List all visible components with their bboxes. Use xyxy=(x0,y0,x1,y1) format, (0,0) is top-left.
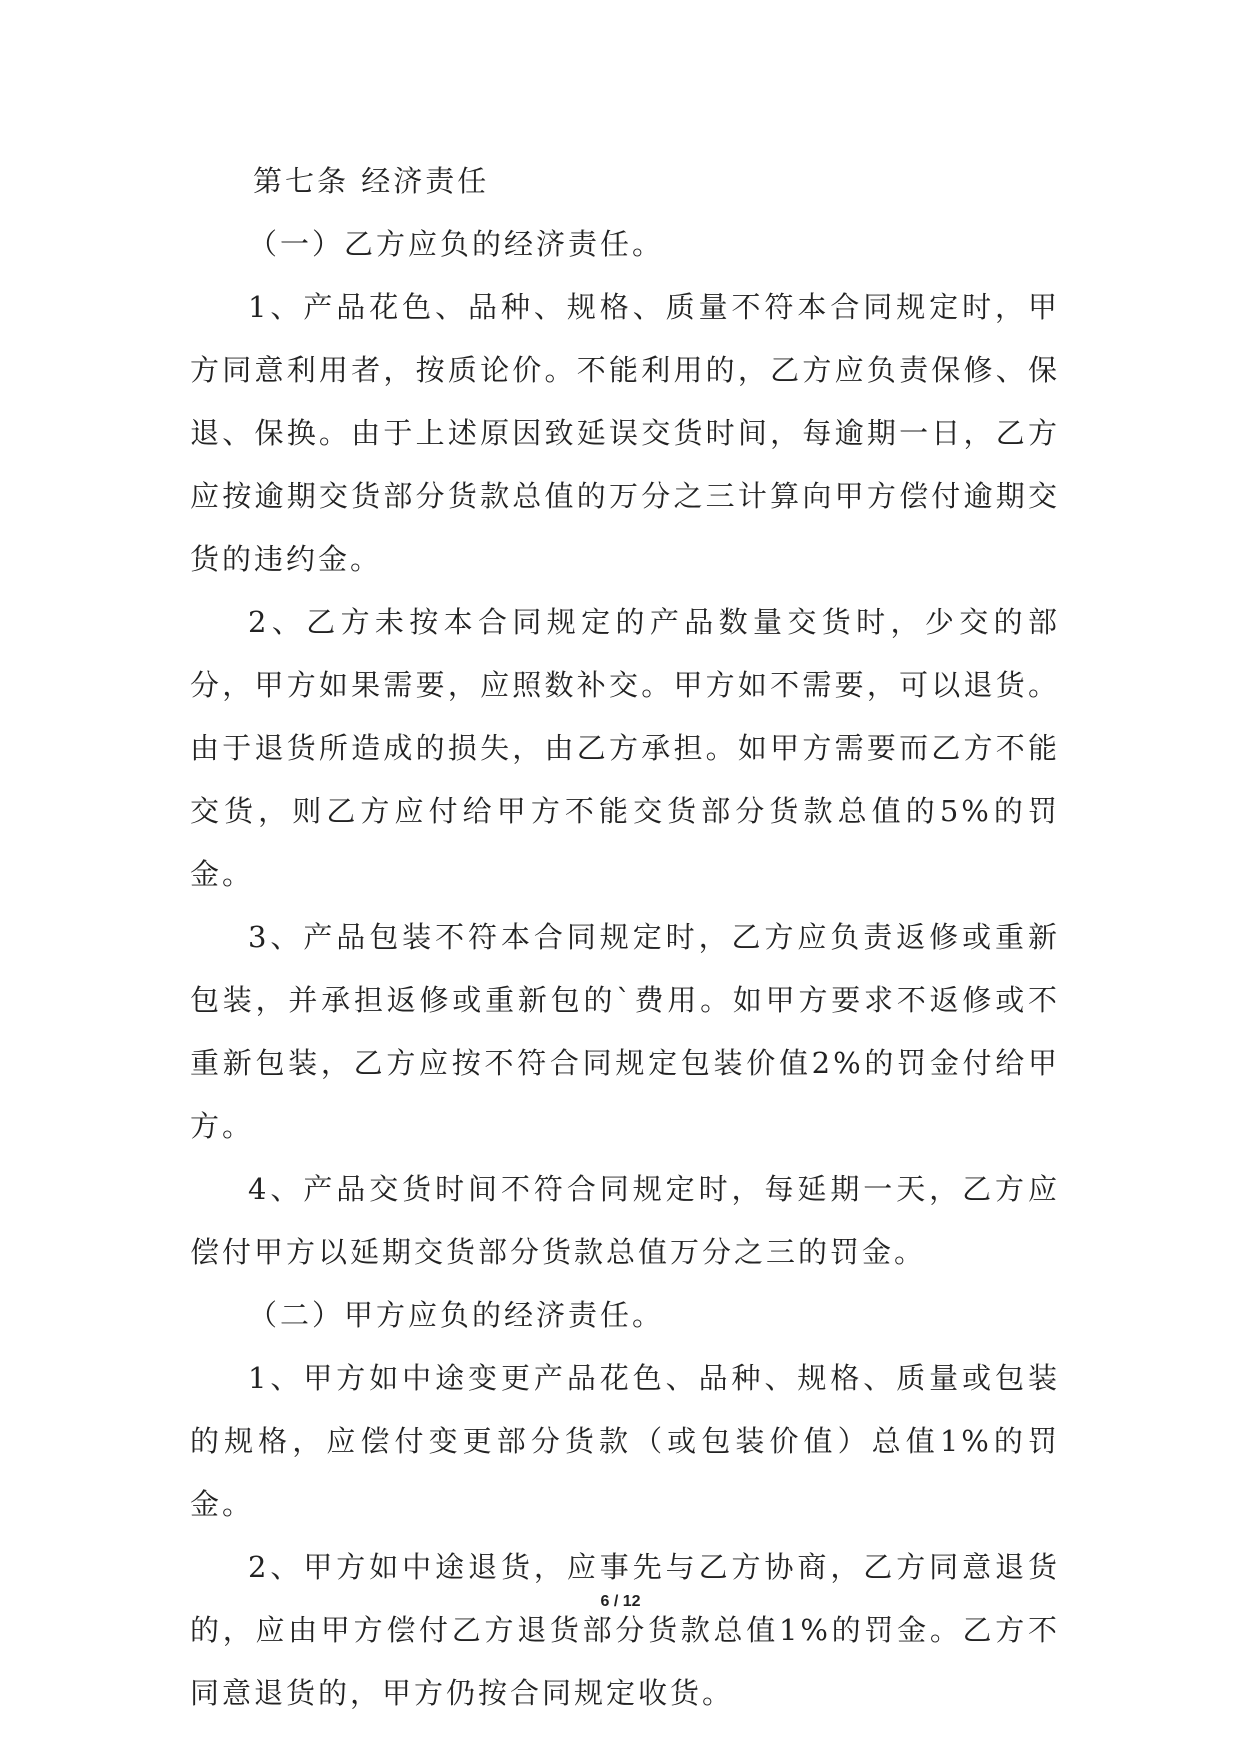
article-heading: 第七条 经济责任 xyxy=(253,164,490,198)
paragraph: 1、甲方如中途变更产品花色、品种、规格、质量或包装的规格，应偿付变更部分货款（或包装价值）总值1%的罚金。 xyxy=(190,1361,1060,1521)
paragraph: 2、甲方如中途退货，应事先与乙方协商，乙方同意退货的，应由甲方偿付乙方退货部分货款总值1%的罚金。乙方不同意退货的，甲方仍按合同规定收货。 xyxy=(190,1550,1060,1710)
document-body xyxy=(190,150,1060,1725)
section-two-title: （二）甲方应负的经济责任。 xyxy=(248,1298,665,1332)
paragraph: 4、产品交货时间不符合同规定时，每延期一天，乙方应偿付甲方以延期交货部分货款总值万分之三的罚金。 xyxy=(190,1172,1060,1269)
page-number: 6 / 12 xyxy=(600,1593,641,1610)
paragraph: 3、产品包装不符本合同规定时，乙方应负责返修或重新包装，并承担返修或重新包的`费用。如甲方要求不返修或不重新包装，乙方应按不符合同规定包装价值2%的罚金付给甲方。 xyxy=(190,920,1060,1143)
section-one-title: （一）乙方应负的经济责任。 xyxy=(248,227,665,261)
paragraph: 1、产品花色、品种、规格、质量不符本合同规定时，甲方同意利用者，按质论价。不能利用的，乙方应负责保修、保退、保换。由于上述原因致延误交货时间，每逾期一日，乙方应按逾期交货部分货款总值的万分之三计算向甲方偿付逾期交货的违约金。 xyxy=(190,290,1060,576)
paragraph: 2、乙方未按本合同规定的产品数量交货时，少交的部分，甲方如果需要，应照数补交。甲方如不需要，可以退货。由于退货所造成的损失，由乙方承担。如甲方需要而乙方不能交货，则乙方应付给甲方不能交货部分货款总值的5%的罚金。 xyxy=(190,605,1060,891)
